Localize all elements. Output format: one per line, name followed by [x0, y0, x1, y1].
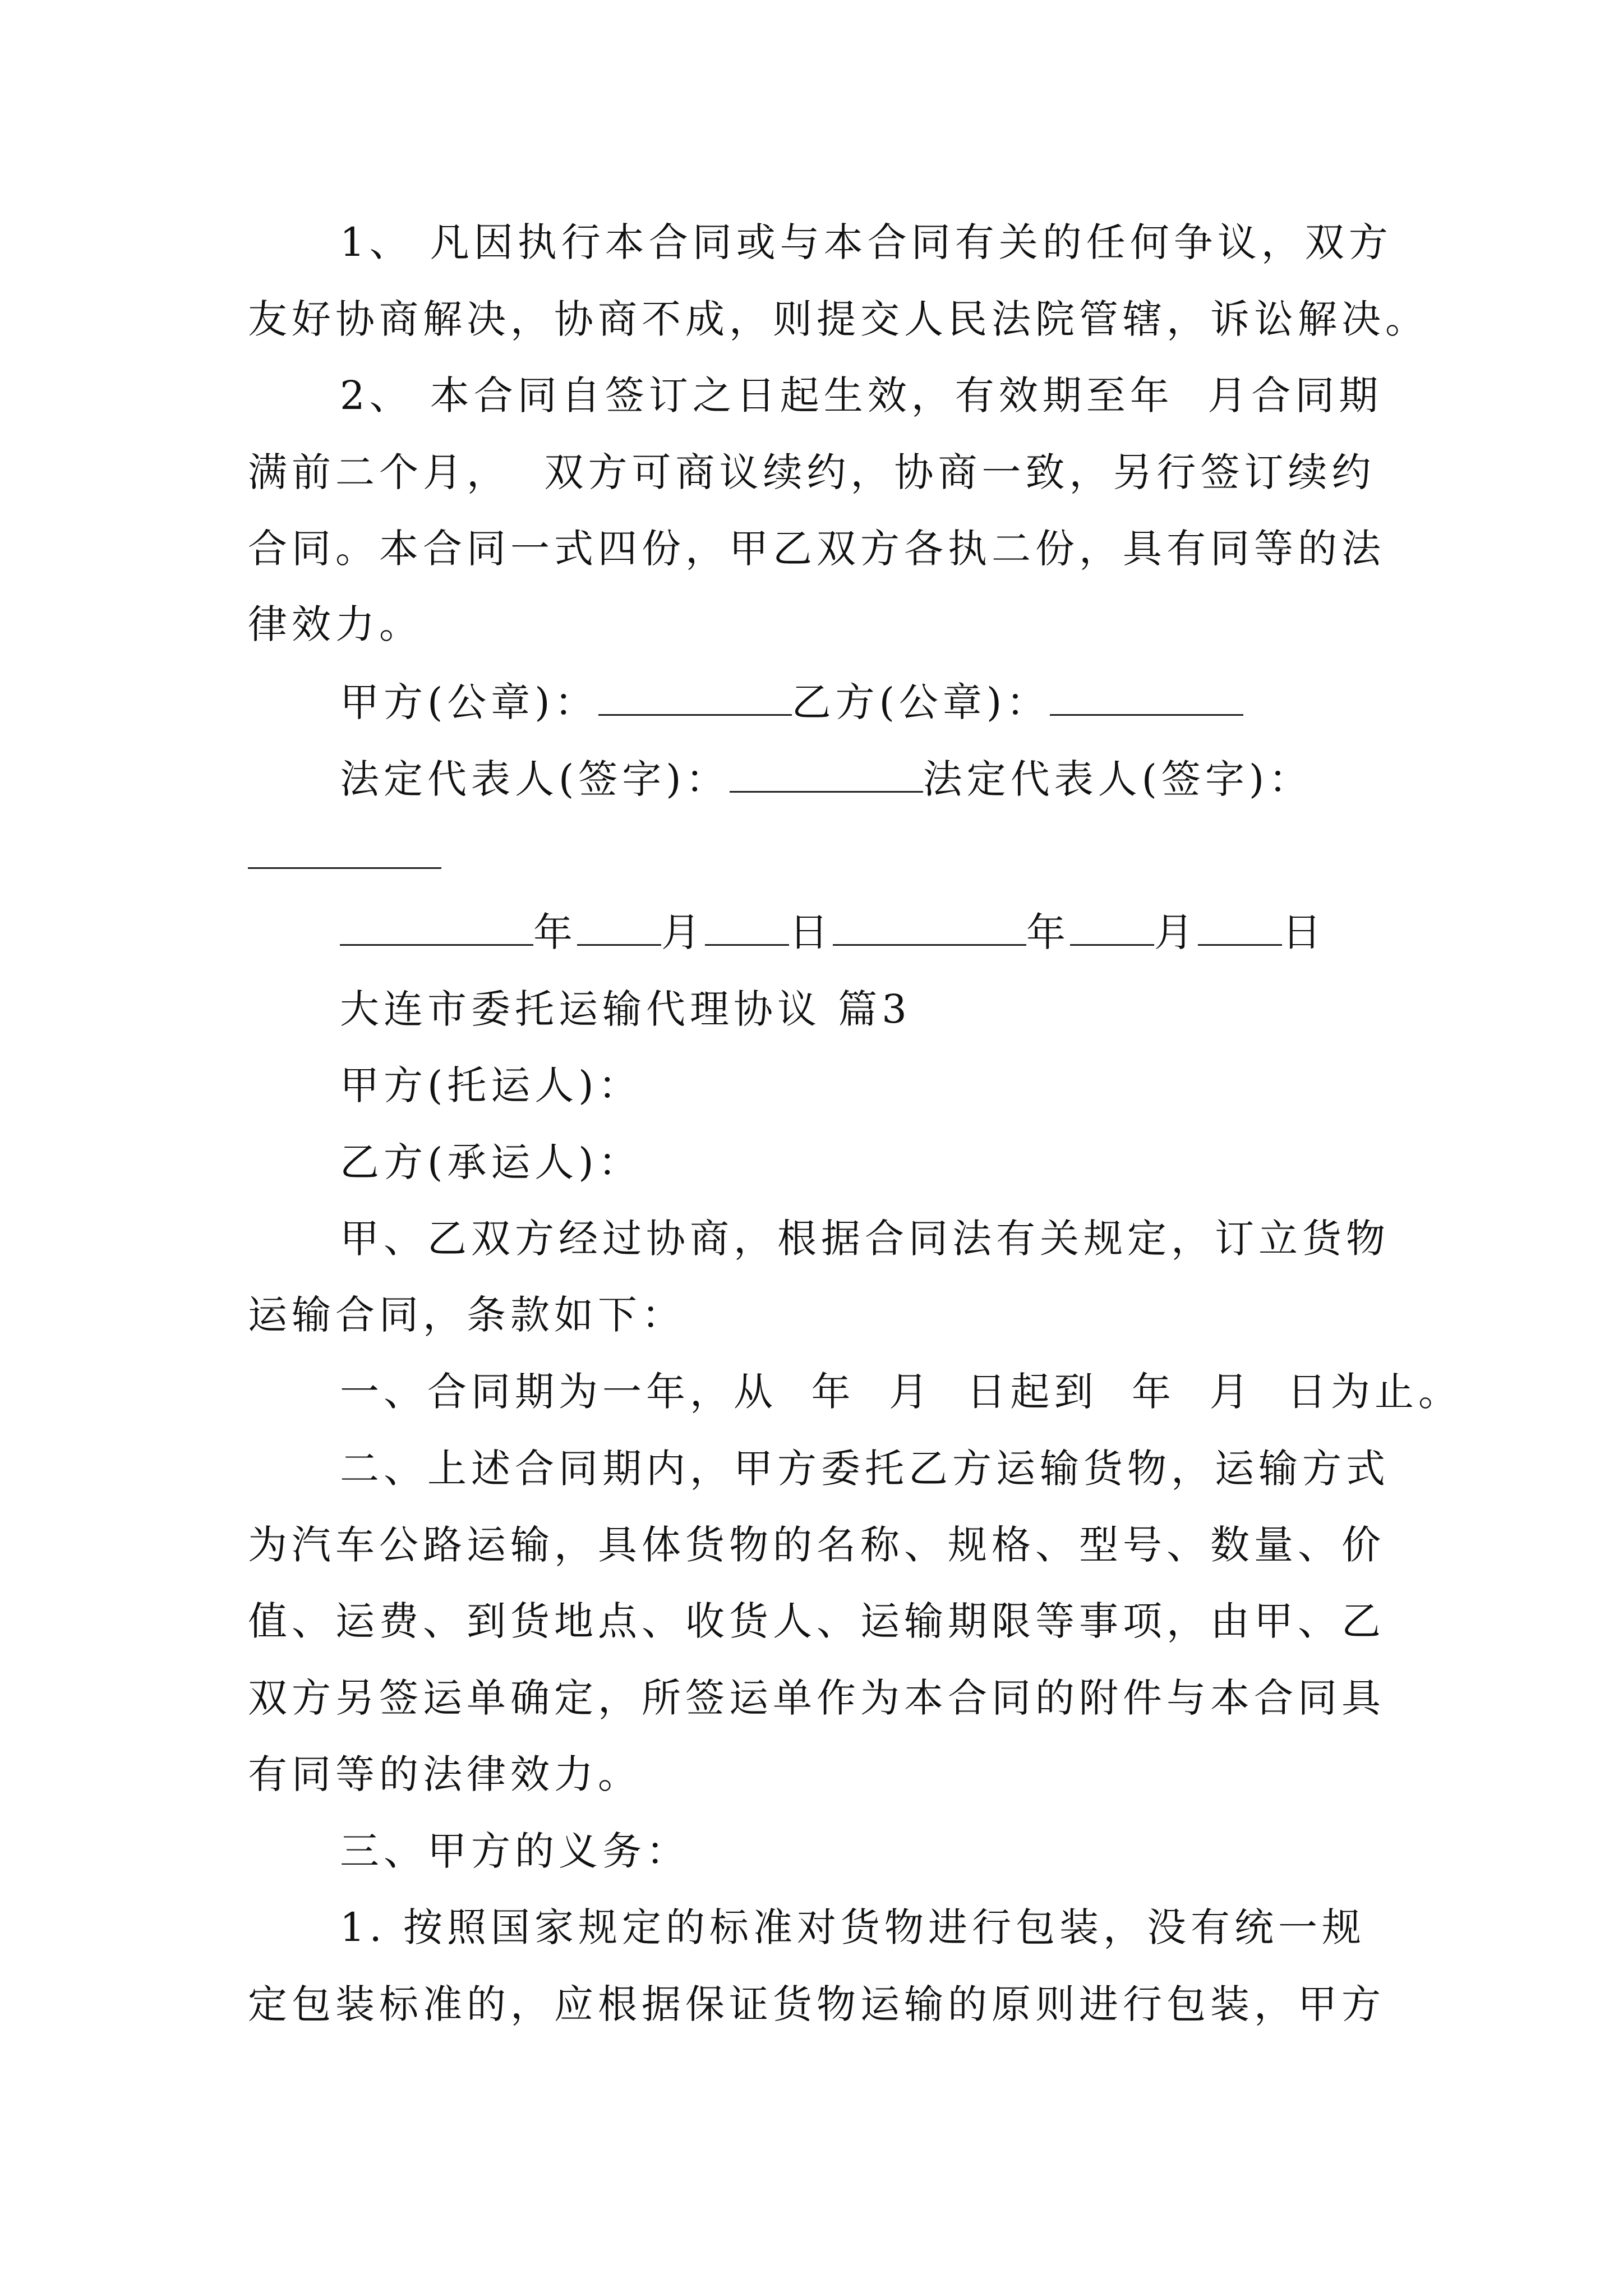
party-a-rep-blank — [730, 757, 923, 793]
article-3-item-1-line-1: 1. 按照国家规定的标准对货物进行包装，没有统一规 — [340, 1904, 1366, 1950]
party-b-seal-label: 乙方(公章)： — [791, 679, 1050, 725]
date-b-month-blank — [1070, 910, 1154, 946]
clause-2-line-2: 满前二个月， 双方可商议续约，协商一致，另行签订续约 — [248, 449, 1376, 495]
article-2-line-5: 有同等的法律效力。 — [248, 1751, 642, 1797]
intro-line-1: 甲、乙双方经过协商，根据合同法有关规定，订立货物 — [340, 1216, 1390, 1262]
date-b-day-blank — [1198, 910, 1282, 946]
date-b-month-label: 月 — [1154, 909, 1198, 955]
clause-2-line-1: 2、 本合同自签订之日起生效，有效期至年 月合同期 — [340, 372, 1383, 418]
date-line — [340, 907, 1326, 958]
carrier-label: 乙方(承运人)： — [340, 1139, 642, 1185]
clause-1-line-2: 友好协商解决，协商不成，则提交人民法院管辖，诉讼解决。 — [248, 296, 1429, 342]
date-a-year-blank — [340, 910, 533, 946]
shipper-label: 甲方(托运人)： — [340, 1062, 642, 1108]
date-b-year-label: 年 — [1026, 909, 1070, 955]
party-a-seal-blank — [598, 680, 792, 716]
section-title: 大连市委托运输代理协议 篇3 — [340, 986, 911, 1032]
clause-2-line-3: 合同。本合同一式四份，甲乙双方各执二份，具有同等的法 — [248, 526, 1385, 572]
date-b-day-label: 日 — [1282, 909, 1326, 955]
party-b-seal-blank — [1050, 680, 1243, 716]
representative-line — [340, 754, 1312, 804]
date-a-month-label: 月 — [661, 909, 705, 955]
party-b-rep-blank — [248, 834, 441, 869]
clause-2-line-4: 律效力。 — [248, 601, 423, 647]
article-2-line-1: 二、上述合同期内，甲方委托乙方运输货物，运输方式 — [340, 1446, 1390, 1492]
date-a-month-blank — [577, 910, 661, 946]
party-b-rep-label: 法定代表人(签字)： — [923, 756, 1313, 802]
article-2-line-2: 为汽车公路运输，具体货物的名称、规格、型号、数量、价 — [248, 1522, 1385, 1568]
date-a-day-blank — [705, 910, 789, 946]
date-a-year-label: 年 — [533, 909, 577, 955]
article-3-item-1-line-2: 定包装标准的，应根据保证货物运输的原则进行包装，甲方 — [248, 1981, 1385, 2027]
date-a-day-label: 日 — [789, 909, 833, 955]
signature-party-line — [340, 677, 1243, 728]
party-a-rep-label: 法定代表人(签字)： — [340, 756, 730, 802]
representative-continuation — [248, 830, 441, 881]
clause-1-line-1: 1、 凡因执行本合同或与本合同有关的任何争议，双方 — [340, 219, 1393, 265]
article-3-heading: 三、甲方的义务： — [340, 1828, 690, 1874]
article-2-line-3: 值、运费、到货地点、收货人、运输期限等事项，由甲、乙 — [248, 1598, 1385, 1644]
article-1: 一、合同期为一年，从 年 月 日起到 年 月 日为止。 — [340, 1369, 1463, 1415]
party-a-seal-label: 甲方(公章)： — [340, 679, 598, 725]
date-b-year-blank — [833, 910, 1026, 946]
intro-line-2: 运输合同，条款如下： — [248, 1292, 685, 1338]
article-2-line-4: 双方另签运单确定，所签运单作为本合同的附件与本合同具 — [248, 1675, 1385, 1721]
